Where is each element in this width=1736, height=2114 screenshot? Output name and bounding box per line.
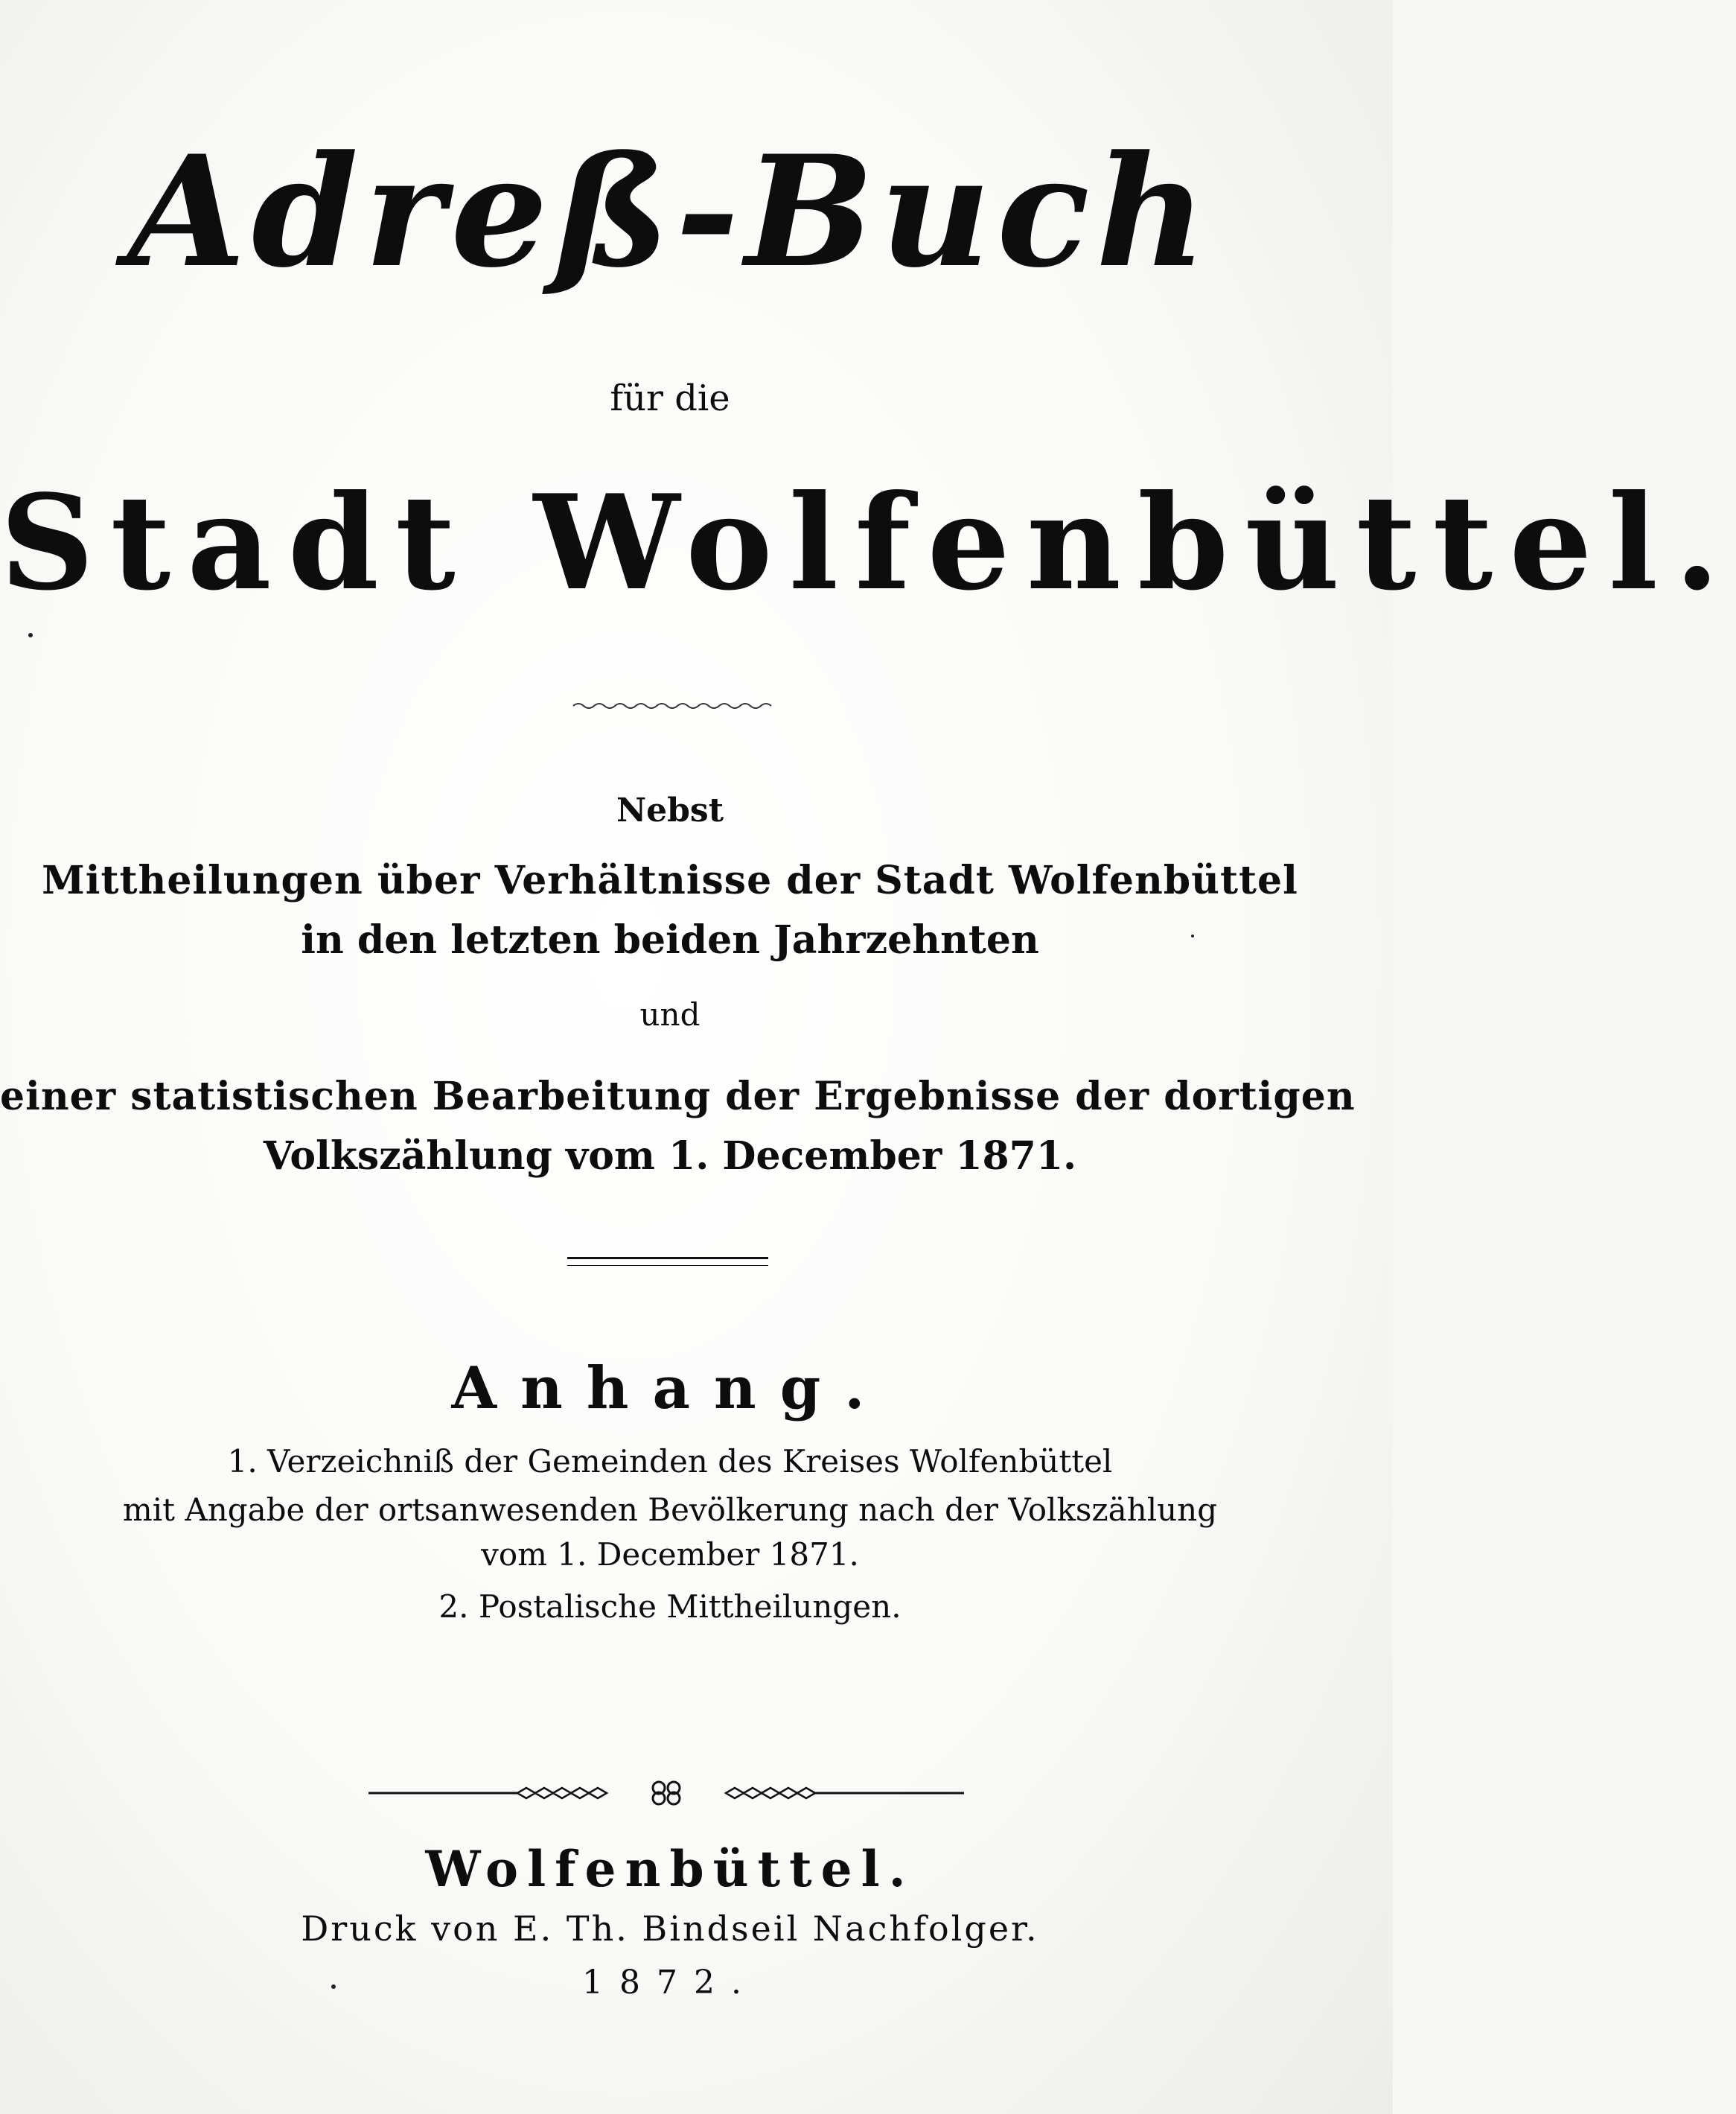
ornamental-rule xyxy=(368,1778,964,1808)
ink-speck xyxy=(331,1984,336,1989)
subtitle-intro: Nebst xyxy=(616,792,724,830)
appendix-heading: Anhang. xyxy=(451,1354,889,1422)
appendix-item-1-line-1: 1. Verzeichniß der Gemeinden des Kreises Wolfenbüttel xyxy=(227,1443,1113,1480)
subtitle-conjunction: und xyxy=(639,996,701,1033)
title-for: für die xyxy=(610,378,730,419)
city-title: Stadt Wolfenbüttel. xyxy=(0,467,1736,620)
wavy-divider xyxy=(573,700,774,712)
book-title: Adreß-Buch xyxy=(127,123,1213,302)
appendix-item-1-line-3: vom 1. December 1871. xyxy=(481,1536,859,1573)
appendix-item-1-line-2: mit Angabe der ortsanwesenden Bevölkerung nach der Volkszählung xyxy=(122,1491,1218,1528)
ink-speck xyxy=(28,633,33,637)
ink-speck xyxy=(1191,935,1194,937)
appendix-item-2: 2. Postalische Mittheilungen. xyxy=(438,1588,901,1625)
double-rule-divider xyxy=(567,1257,768,1266)
imprint-place: Wolfenbüttel. xyxy=(425,1840,915,1898)
imprint-printer: Druck von E. Th. Bindseil Nachfolger. xyxy=(301,1908,1039,1949)
subtitle-line-3: einer statistischen Bearbeitung der Ergebnisse der dortigen xyxy=(0,1074,1356,1119)
subtitle-line-2: in den letzten beiden Jahrzehnten xyxy=(301,917,1039,963)
subtitle-line-1: Mittheilungen über Verhältnisse der Stadt Wolfenbüttel xyxy=(42,858,1298,903)
subtitle-line-4: Volkszählung vom 1. December 1871. xyxy=(263,1133,1077,1179)
imprint-year: 1872. xyxy=(582,1964,758,2002)
